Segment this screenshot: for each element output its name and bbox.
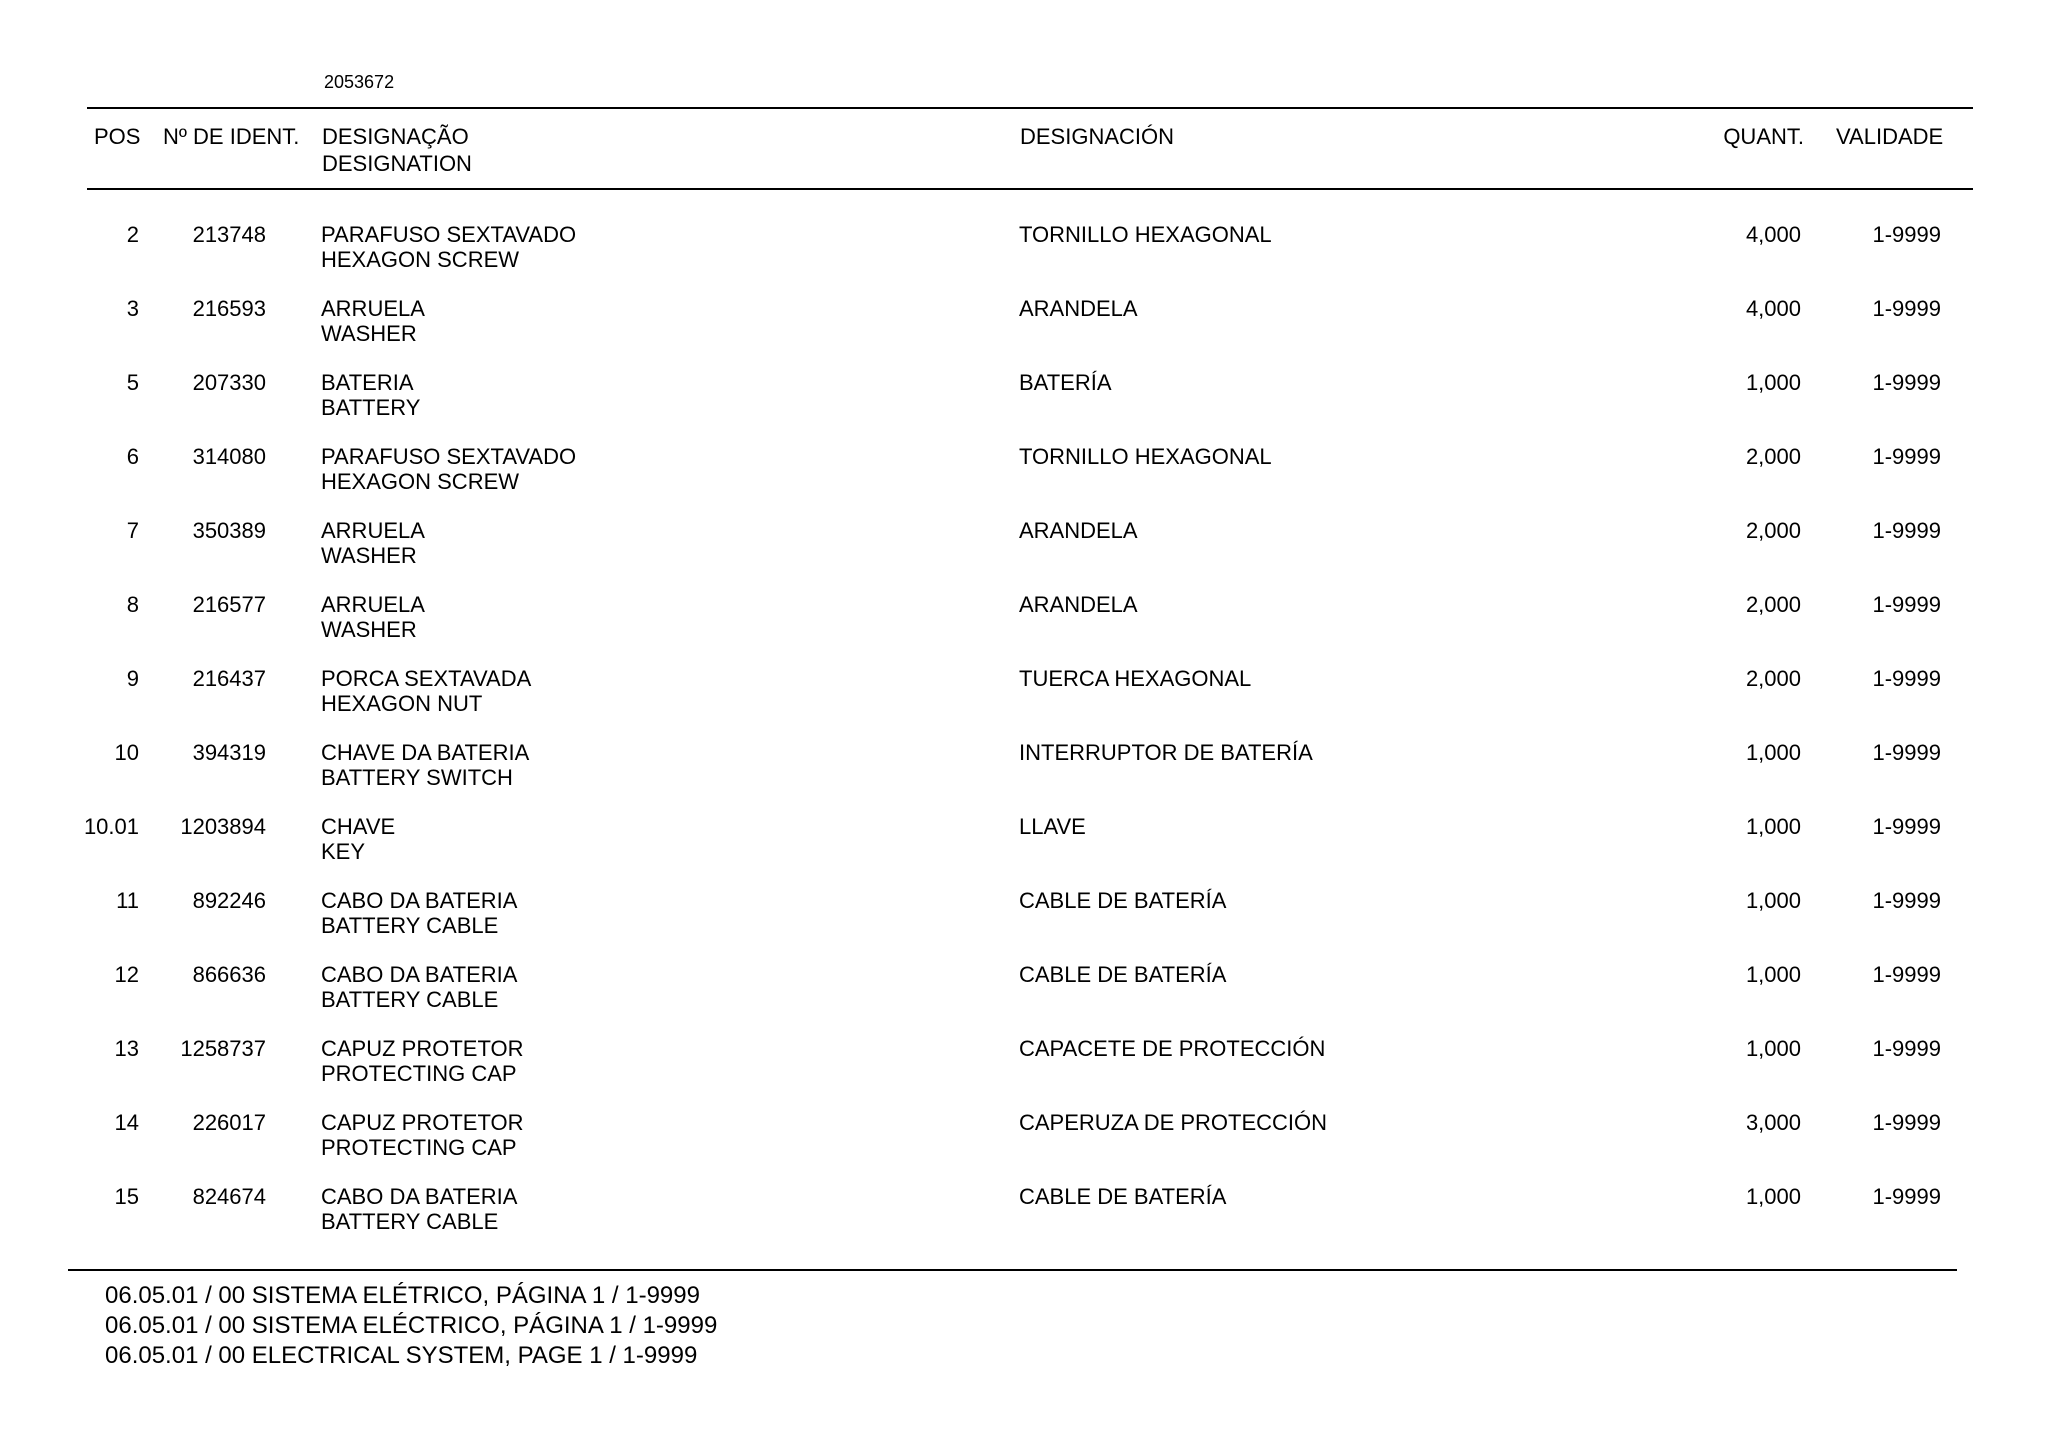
- footer-line-en: 06.05.01 / 00 ELECTRICAL SYSTEM, PAGE 1 / 1-9999: [105, 1342, 698, 1369]
- cell-designation: [321, 370, 420, 420]
- cell-validity: 1-9999: [1872, 370, 1941, 395]
- cell-ident: 394319: [192, 740, 266, 765]
- table-row: [0, 222, 2048, 296]
- cell-designation-pt: CABO DA BATERIA: [321, 962, 518, 987]
- cell-designation-es: CAPERUZA DE PROTECCIÓN: [1019, 1110, 1328, 1135]
- cell-designation-es: BATERÍA: [1019, 370, 1112, 395]
- table-row: [0, 962, 2048, 1036]
- table-row: [0, 666, 2048, 740]
- cell-designation-en: BATTERY SWITCH: [321, 765, 513, 790]
- cell-ident: 226017: [192, 1110, 266, 1135]
- cell-designation-es: TUERCA HEXAGONAL: [1019, 666, 1252, 691]
- cell-designation-es: TORNILLO HEXAGONAL: [1019, 222, 1272, 247]
- cell-designation: [321, 962, 517, 1012]
- cell-validity: 1-9999: [1872, 296, 1941, 321]
- cell-designation-en: WASHER: [321, 543, 417, 568]
- cell-quant: 2,000: [1745, 444, 1801, 469]
- cell-quant: 4,000: [1745, 222, 1801, 247]
- cell-designation: [321, 592, 425, 642]
- cell-designation: [321, 740, 529, 790]
- cell-validity: 1-9999: [1872, 740, 1941, 765]
- cell-ident: 1258737: [180, 1036, 266, 1061]
- cell-pos: 8: [126, 592, 139, 617]
- cell-validity: 1-9999: [1872, 962, 1941, 987]
- table-row: [0, 592, 2048, 666]
- table-row: [0, 740, 2048, 814]
- cell-designation-pt: CHAVE: [321, 814, 396, 839]
- cell-designation-pt: CABO DA BATERIA: [321, 1184, 518, 1209]
- cell-ident: 350389: [192, 518, 266, 543]
- header-designation: [322, 123, 472, 177]
- cell-pos: 3: [126, 296, 139, 321]
- cell-pos: 7: [126, 518, 139, 543]
- cell-designation: [321, 1036, 524, 1086]
- cell-pos: 10.01: [83, 814, 139, 839]
- table-row: [0, 1184, 2048, 1258]
- bottom-divider: [68, 1269, 1957, 1271]
- header-ident: Nº DE IDENT.: [163, 124, 300, 149]
- header-designation-es: DESIGNACIÓN: [1020, 124, 1175, 149]
- cell-designation: [321, 296, 425, 346]
- cell-designation-en: WASHER: [321, 617, 417, 642]
- cell-designation-es: CABLE DE BATERÍA: [1019, 962, 1227, 987]
- cell-pos: 5: [126, 370, 139, 395]
- cell-pos: 12: [114, 962, 139, 987]
- cell-designation: [321, 1184, 517, 1234]
- cell-designation-es: ARANDELA: [1019, 518, 1138, 543]
- cell-designation-es: TORNILLO HEXAGONAL: [1019, 444, 1272, 469]
- cell-designation-en: KEY: [321, 839, 366, 864]
- cell-validity: 1-9999: [1872, 222, 1941, 247]
- footer-line-es: 06.05.01 / 00 SISTEMA ELÉCTRICO, PÁGINA 1 / 1-9999: [105, 1312, 718, 1339]
- cell-designation-pt: PARAFUSO SEXTAVADO: [321, 444, 577, 469]
- cell-designation: [321, 888, 517, 938]
- cell-designation: [321, 814, 395, 864]
- cell-designation: [321, 1110, 524, 1160]
- cell-ident: 213748: [192, 222, 266, 247]
- cell-quant: 1,000: [1745, 814, 1801, 839]
- cell-ident: 1203894: [180, 814, 266, 839]
- cell-validity: 1-9999: [1872, 1184, 1941, 1209]
- cell-designation-en: PROTECTING CAP: [321, 1061, 517, 1086]
- cell-designation-en: BATTERY: [321, 395, 421, 420]
- cell-pos: 2: [126, 222, 139, 247]
- header-pos: POS: [94, 124, 141, 149]
- cell-designation-pt: CAPUZ PROTETOR: [321, 1110, 524, 1135]
- header-validity: VALIDADE: [1836, 124, 1944, 149]
- cell-designation-en: BATTERY CABLE: [321, 913, 499, 938]
- cell-designation-es: ARANDELA: [1019, 296, 1138, 321]
- cell-designation-en: PROTECTING CAP: [321, 1135, 517, 1160]
- header-quant: QUANT.: [1723, 124, 1804, 149]
- cell-validity: 1-9999: [1872, 518, 1941, 543]
- header-designation-pt: DESIGNAÇÃO: [322, 124, 469, 149]
- cell-validity: 1-9999: [1872, 814, 1941, 839]
- cell-validity: 1-9999: [1872, 1110, 1941, 1135]
- cell-designation-es: ARANDELA: [1019, 592, 1138, 617]
- cell-designation-pt: ARRUELA: [321, 296, 425, 321]
- table-row: [0, 518, 2048, 592]
- cell-designation-pt: PORCA SEXTAVADA: [321, 666, 532, 691]
- cell-designation: [321, 222, 576, 272]
- cell-designation-en: BATTERY CABLE: [321, 1209, 499, 1234]
- cell-designation: [321, 518, 425, 568]
- cell-ident: 824674: [192, 1184, 266, 1209]
- cell-designation-es: LLAVE: [1019, 814, 1086, 839]
- cell-designation: [321, 666, 531, 716]
- cell-pos: 9: [126, 666, 139, 691]
- cell-quant: 2,000: [1745, 518, 1801, 543]
- cell-quant: 3,000: [1745, 1110, 1801, 1135]
- cell-ident: 216437: [192, 666, 266, 691]
- table-row: [0, 1036, 2048, 1110]
- table-row: [0, 444, 2048, 518]
- header-divider: [87, 188, 1973, 190]
- cell-validity: 1-9999: [1872, 1036, 1941, 1061]
- cell-designation-pt: BATERIA: [321, 370, 414, 395]
- cell-quant: 2,000: [1745, 592, 1801, 617]
- cell-designation-en: HEXAGON SCREW: [321, 469, 520, 494]
- cell-quant: 4,000: [1745, 296, 1801, 321]
- cell-ident: 216593: [192, 296, 266, 321]
- cell-validity: 1-9999: [1872, 592, 1941, 617]
- cell-quant: 1,000: [1745, 962, 1801, 987]
- footer-line-pt: 06.05.01 / 00 SISTEMA ELÉTRICO, PÁGINA 1 / 1-9999: [105, 1282, 700, 1309]
- cell-quant: 1,000: [1745, 740, 1801, 765]
- cell-pos: 13: [114, 1036, 139, 1061]
- cell-validity: 1-9999: [1872, 444, 1941, 469]
- cell-validity: 1-9999: [1872, 888, 1941, 913]
- table-row: [0, 370, 2048, 444]
- cell-ident: 207330: [192, 370, 266, 395]
- document-number: 2053672: [324, 72, 395, 92]
- cell-designation-pt: ARRUELA: [321, 518, 425, 543]
- cell-pos: 10: [114, 740, 139, 765]
- cell-designation-pt: CABO DA BATERIA: [321, 888, 518, 913]
- cell-ident: 866636: [192, 962, 266, 987]
- table-row: [0, 1110, 2048, 1184]
- header-designation-en: DESIGNATION: [322, 151, 472, 176]
- table-row: [0, 814, 2048, 888]
- cell-quant: 1,000: [1745, 1184, 1801, 1209]
- cell-designation-es: CAPACETE DE PROTECCIÓN: [1019, 1036, 1326, 1061]
- cell-validity: 1-9999: [1872, 666, 1941, 691]
- cell-pos: 11: [116, 888, 139, 913]
- cell-quant: 1,000: [1745, 1036, 1801, 1061]
- cell-designation-es: CABLE DE BATERÍA: [1019, 1184, 1227, 1209]
- cell-designation-es: INTERRUPTOR DE BATERÍA: [1019, 740, 1313, 765]
- cell-designation-es: CABLE DE BATERÍA: [1019, 888, 1227, 913]
- cell-designation-pt: CAPUZ PROTETOR: [321, 1036, 524, 1061]
- cell-pos: 6: [126, 444, 139, 469]
- top-divider: [87, 107, 1973, 109]
- parts-table-body: [0, 222, 2048, 1258]
- cell-quant: 1,000: [1745, 888, 1801, 913]
- cell-quant: 1,000: [1745, 370, 1801, 395]
- cell-designation-en: WASHER: [321, 321, 417, 346]
- cell-designation-pt: CHAVE DA BATERIA: [321, 740, 530, 765]
- table-row: [0, 888, 2048, 962]
- cell-ident: 216577: [192, 592, 266, 617]
- page-footer: [105, 1281, 717, 1371]
- table-row: [0, 296, 2048, 370]
- cell-designation-en: BATTERY CABLE: [321, 987, 499, 1012]
- cell-designation-en: HEXAGON NUT: [321, 691, 483, 716]
- cell-ident: 314080: [192, 444, 266, 469]
- cell-designation-pt: PARAFUSO SEXTAVADO: [321, 222, 577, 247]
- cell-ident: 892246: [192, 888, 266, 913]
- cell-designation-en: HEXAGON SCREW: [321, 247, 520, 272]
- cell-designation-pt: ARRUELA: [321, 592, 425, 617]
- cell-pos: 15: [114, 1184, 139, 1209]
- cell-quant: 2,000: [1745, 666, 1801, 691]
- cell-designation: [321, 444, 576, 494]
- cell-pos: 14: [114, 1110, 139, 1135]
